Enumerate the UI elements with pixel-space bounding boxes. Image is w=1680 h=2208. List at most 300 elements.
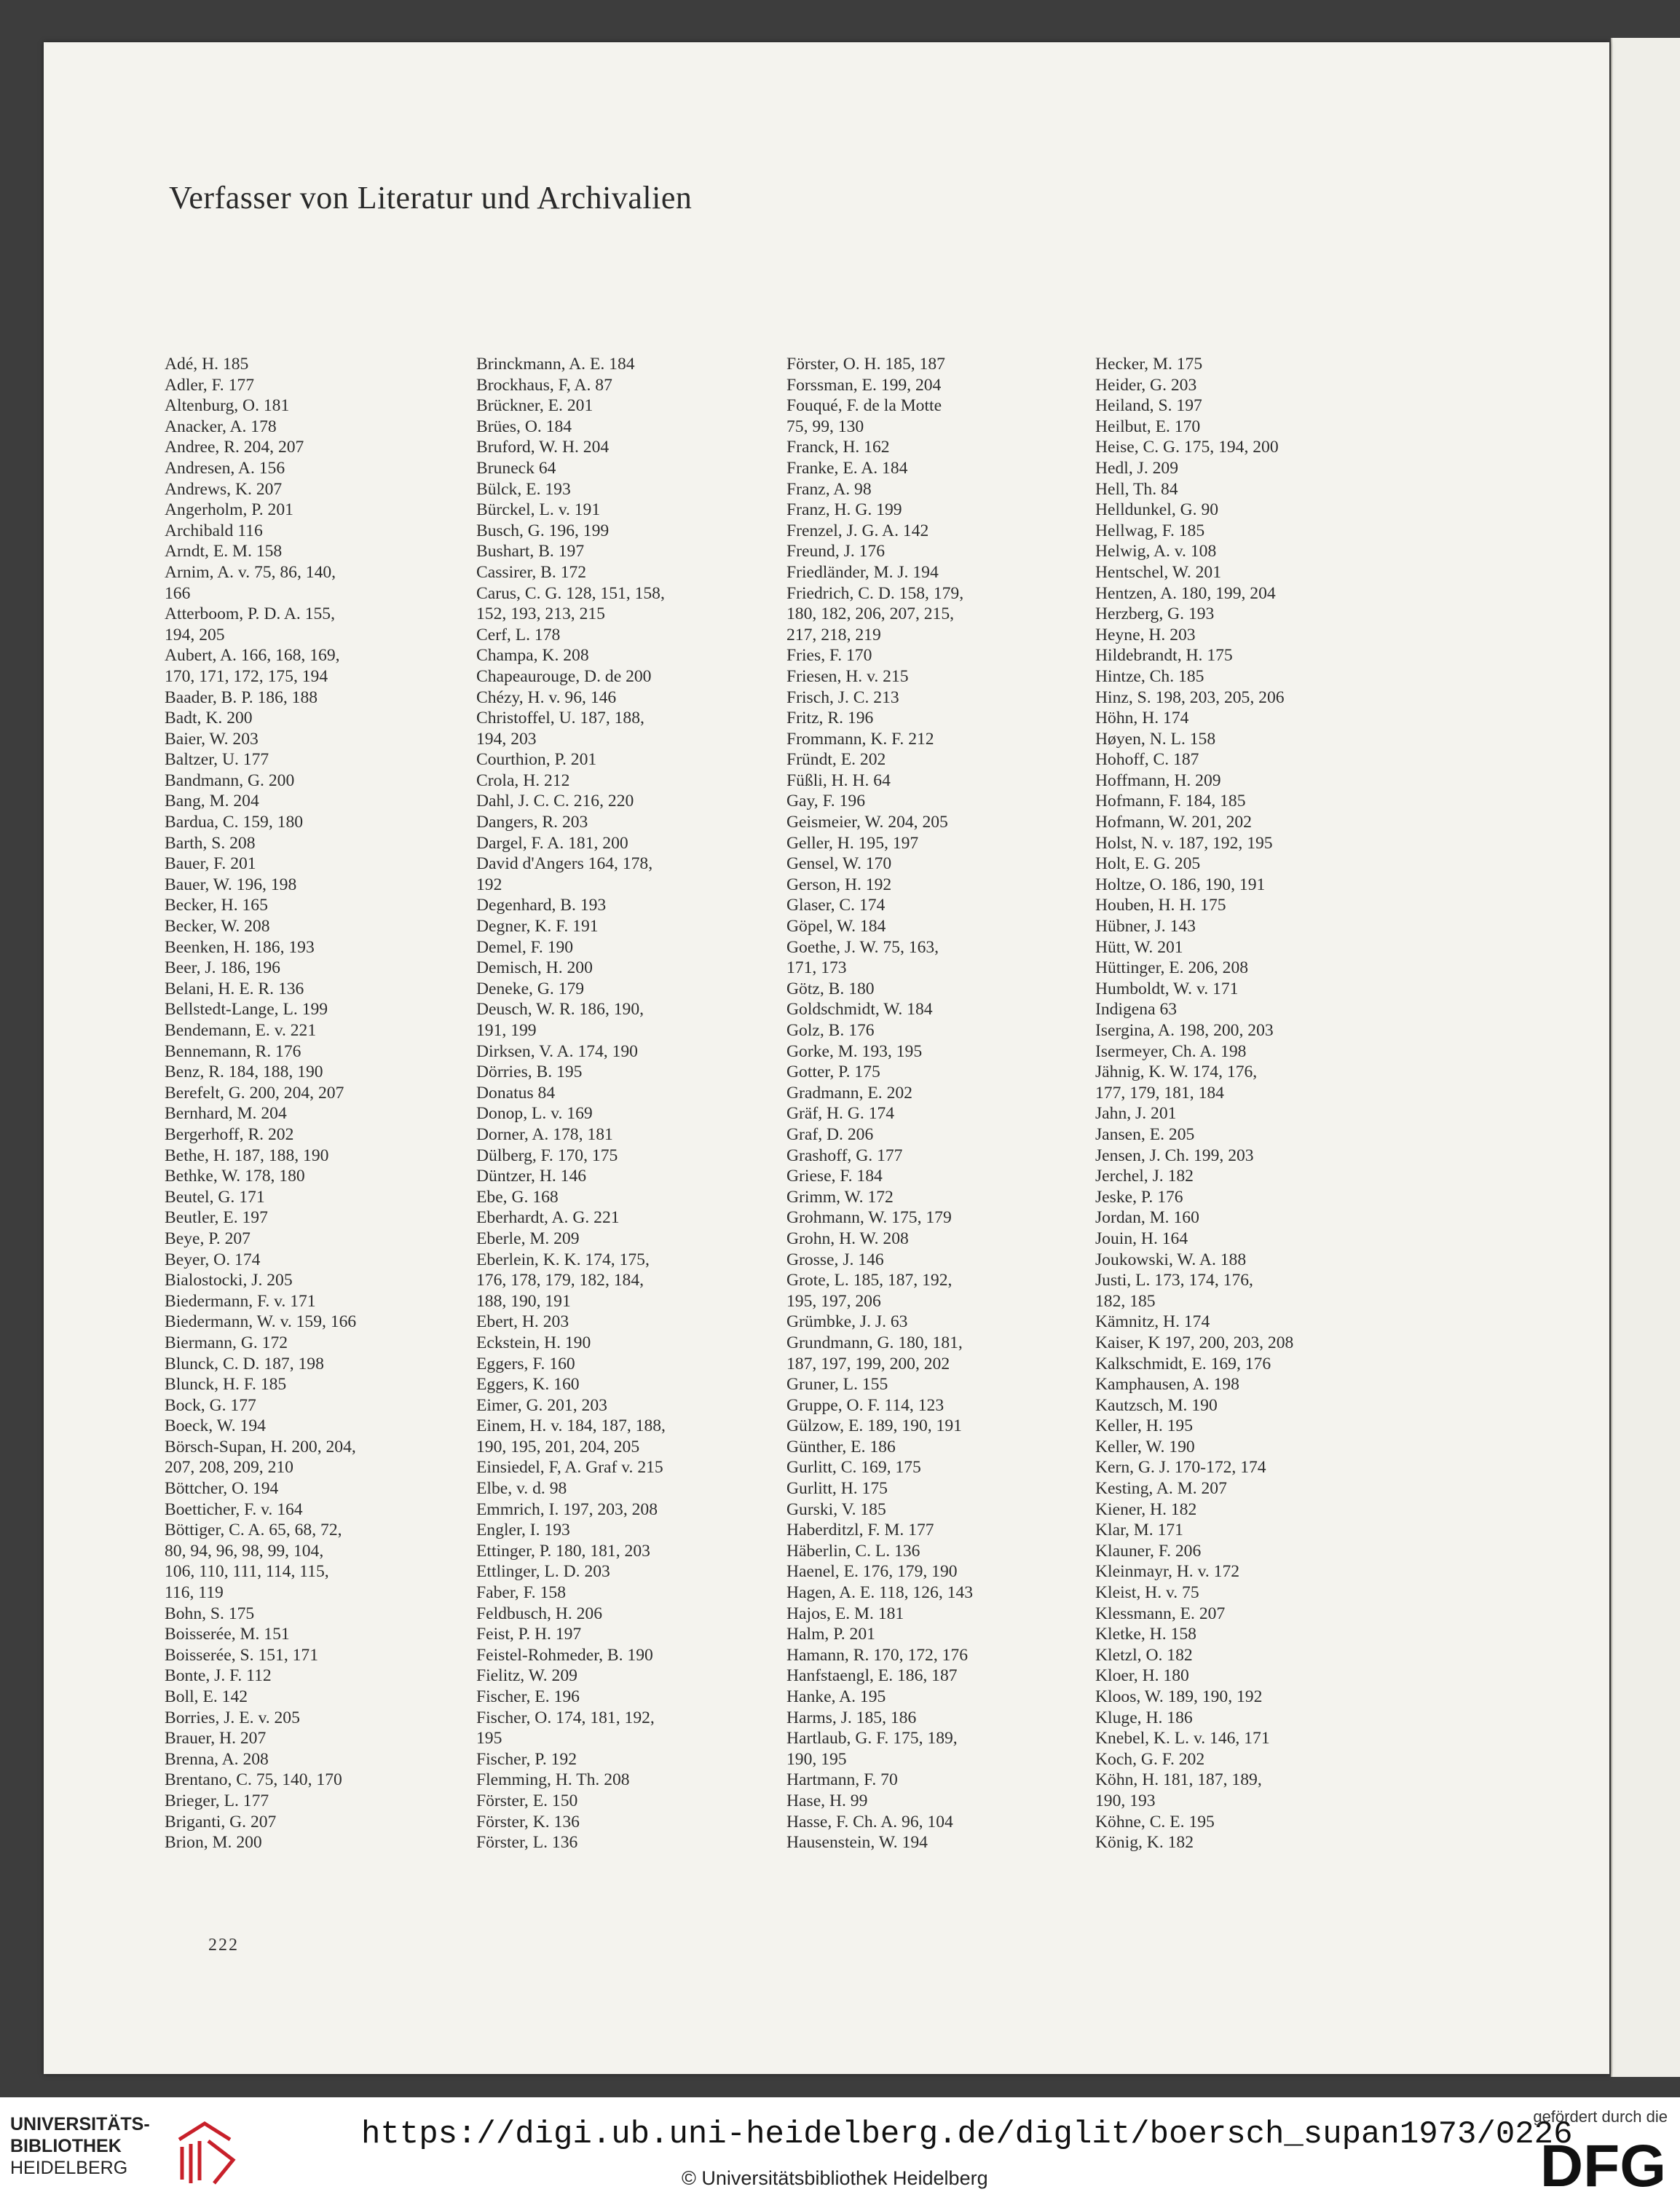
index-entry: [476, 1478, 782, 1499]
index-entry-line: Jeske, P. 176: [1095, 1187, 1183, 1207]
index-entry: [165, 937, 470, 958]
index-entry-line: Kämnitz, H. 174: [1095, 1312, 1210, 1332]
index-entry: [165, 1395, 470, 1416]
index-entry: [476, 1041, 782, 1062]
index-entry-line: Dorner, A. 178, 181: [476, 1124, 613, 1144]
index-entry: [1095, 583, 1401, 604]
index-entry: [786, 853, 1092, 875]
index-entry: [165, 1499, 470, 1521]
index-entry-line: Hellwag, F. 185: [1095, 521, 1205, 540]
index-entry-line: Hanke, A. 195: [786, 1687, 886, 1706]
index-entry: [786, 1374, 1092, 1395]
index-entry-line: Grote, L. 185, 187, 192,: [786, 1271, 953, 1290]
index-entry-continuation: 80, 94, 96, 98, 99, 104,: [165, 1541, 324, 1561]
index-entry: [1095, 1020, 1401, 1041]
index-entry-continuation: 106, 110, 111, 114, 115,: [165, 1562, 329, 1582]
index-entry: [786, 1250, 1092, 1271]
index-entry-line: Faber, F. 158: [476, 1583, 566, 1603]
index-entry-continuation: 152, 193, 213, 215: [476, 604, 605, 624]
index-entry-line: Holst, N. v. 187, 192, 195: [1095, 833, 1273, 853]
index-entry-line: Chapeaurouge, D. de 200: [476, 666, 652, 686]
index-entry-line: Friedrich, C. D. 158, 179,: [786, 583, 964, 603]
index-entry: [786, 1020, 1092, 1041]
permalink-url[interactable]: https://digi.ub.uni-heidelberg.de/diglit/boersch_supan1973/0226: [361, 2116, 1573, 2153]
index-entry-line: Häberlin, C. L. 136: [786, 1541, 920, 1561]
index-entry: [786, 749, 1092, 770]
index-entry-line: Hecker, M. 175: [1095, 355, 1203, 374]
index-entry: [476, 1561, 782, 1582]
index-entry: [1095, 1124, 1401, 1146]
index-entry-line: Gensel, W. 170: [786, 854, 892, 874]
index-entry: [1095, 1103, 1401, 1124]
index-entry: [165, 1416, 470, 1437]
index-entry-line: Grümbke, J. J. 63: [786, 1312, 908, 1332]
index-entry: [1095, 1541, 1401, 1562]
index-entry-line: Bialostocki, J. 205: [165, 1271, 293, 1290]
index-entry: [476, 1207, 782, 1229]
index-entry: [165, 1354, 470, 1375]
index-entry-line: Brauer, H. 207: [165, 1729, 267, 1748]
index-entry-line: Haberditzl, F. M. 177: [786, 1521, 934, 1540]
index-entry-line: Ettinger, P. 180, 181, 203: [476, 1541, 650, 1561]
index-entry: [1095, 853, 1401, 875]
index-entry-line: Adler, F. 177: [165, 375, 254, 395]
index-entry-line: Champa, K. 208: [476, 646, 589, 666]
index-entry-line: Degenhard, B. 193: [476, 896, 607, 915]
index-entry: [786, 1395, 1092, 1416]
index-entry: [476, 437, 782, 458]
index-entry: [476, 1624, 782, 1645]
index-entry-line: Archibald 116: [165, 521, 263, 540]
index-entry-line: Klauner, F. 206: [1095, 1541, 1202, 1561]
index-entry: [165, 458, 470, 479]
index-entry: [786, 1541, 1092, 1562]
index-entry: [786, 1791, 1092, 1812]
index-entry-line: Hinz, S. 198, 203, 205, 206: [1095, 687, 1285, 707]
index-entry: [476, 1333, 782, 1354]
index-entry: [476, 1687, 782, 1708]
index-entry-line: Carus, C. G. 128, 151, 158,: [476, 583, 665, 603]
index-entry: [476, 770, 782, 792]
index-entry-line: Eggers, F. 160: [476, 1354, 575, 1373]
index-entry: [786, 1645, 1092, 1666]
index-entry-line: Fielitz, W. 209: [476, 1666, 577, 1686]
index-entry-line: Humboldt, W. v. 171: [1095, 979, 1239, 998]
index-entry: [1095, 1687, 1401, 1708]
index-entry-line: Griese, F. 184: [786, 1167, 883, 1186]
index-entry: [1095, 1770, 1401, 1811]
index-entry-line: Kern, G. J. 170-172, 174: [1095, 1458, 1266, 1478]
index-entry-line: Feldbusch, H. 206: [476, 1604, 603, 1623]
index-entry-line: Demel, F. 190: [476, 937, 574, 957]
index-entry: [1095, 895, 1401, 916]
index-entry: [165, 1520, 470, 1603]
index-column-3: [786, 354, 1092, 1853]
index-entry: [1095, 1582, 1401, 1604]
index-entry-line: Halm, P. 201: [786, 1625, 875, 1644]
index-entry-continuation: 192: [476, 875, 502, 894]
index-entry-line: Bauer, W. 196, 198: [165, 875, 297, 894]
index-entry: [786, 1582, 1092, 1604]
index-entry-line: Badt, K. 200: [165, 709, 253, 728]
index-entry: [165, 979, 470, 1000]
index-entry-line: Fouqué, F. de la Motte: [786, 396, 942, 416]
index-entry-line: Deneke, G. 179: [476, 979, 585, 998]
index-entry-line: Demisch, H. 200: [476, 958, 593, 978]
index-entry-line: Höhn, H. 174: [1095, 709, 1189, 728]
index-entry-line: Ebert, H. 203: [476, 1312, 569, 1332]
index-entry-line: Bethe, H. 187, 188, 190: [165, 1146, 329, 1165]
library-logo[interactable]: [10, 2113, 243, 2193]
index-entry: [1095, 354, 1401, 375]
index-entry-continuation: 182, 185: [1095, 1291, 1156, 1311]
index-entry: [165, 853, 470, 875]
index-entry: [165, 1708, 470, 1729]
index-entry: [476, 521, 782, 542]
library-name-line-1: UNIVERSITÄTS-: [10, 2114, 150, 2134]
index-entry-line: Kluge, H. 186: [1095, 1708, 1193, 1727]
index-entry: [476, 749, 782, 770]
index-entry-line: Köhn, H. 181, 187, 189,: [1095, 1770, 1262, 1790]
index-entry-line: Høyen, N. L. 158: [1095, 729, 1216, 749]
index-entry-line: Grashoff, G. 177: [786, 1146, 903, 1165]
index-entry-line: Gay, F. 196: [786, 792, 865, 811]
index-entry: [165, 895, 470, 916]
index-entry: [786, 1207, 1092, 1229]
index-entry-line: Andree, R. 204, 207: [165, 438, 304, 457]
index-entry: [476, 916, 782, 937]
index-entry: [476, 375, 782, 396]
index-entry-line: Förster, O. H. 185, 187: [786, 355, 945, 374]
index-entry-line: Franz, H. G. 199: [786, 500, 902, 520]
index-entry-line: Friedländer, M. J. 194: [786, 562, 939, 582]
index-entry: [1095, 666, 1401, 687]
index-entry-line: Dörries, B. 195: [476, 1062, 583, 1082]
library-emblem-icon: [172, 2118, 237, 2187]
index-entry: [1095, 999, 1401, 1020]
index-entry: [476, 1457, 782, 1478]
index-entry-line: Gradmann, E. 202: [786, 1083, 912, 1103]
index-entry: [165, 395, 470, 417]
index-entry: [165, 1291, 470, 1312]
index-entry-continuation: 187, 197, 199, 200, 202: [786, 1354, 950, 1373]
index-entry-line: Andrews, K. 207: [165, 479, 283, 499]
index-entry: [476, 958, 782, 979]
index-entry: [786, 1770, 1092, 1791]
index-entry-line: Boeck, W. 194: [165, 1416, 266, 1436]
index-entry-line: Hedl, J. 209: [1095, 458, 1179, 478]
index-entry-line: Grosse, J. 146: [786, 1250, 884, 1269]
index-entry-continuation: 190, 195: [786, 1749, 847, 1769]
index-entry-line: Frenzel, J. G. A. 142: [786, 521, 929, 540]
index-entry: [1095, 729, 1401, 750]
index-entry: [786, 1478, 1092, 1499]
index-entry-line: Dahl, J. C. C. 216, 220: [476, 792, 634, 811]
index-entry-line: Crola, H. 212: [476, 770, 570, 790]
index-entry: [786, 1416, 1092, 1437]
index-entry-line: Ettlinger, L. D. 203: [476, 1562, 610, 1582]
index-entry-line: Holt, E. G. 205: [1095, 854, 1201, 874]
index-entry: [165, 1437, 470, 1478]
index-entry: [1095, 458, 1401, 479]
index-entry: [786, 1832, 1092, 1853]
index-entry-line: Heise, C. G. 175, 194, 200: [1095, 438, 1279, 457]
index-entry-line: Boisserée, M. 151: [165, 1625, 290, 1644]
index-entry-line: Forssman, E. 199, 204: [786, 375, 942, 395]
index-entry: [476, 562, 782, 583]
index-entry: [165, 417, 470, 438]
index-entry-line: Keller, W. 190: [1095, 1437, 1195, 1456]
index-entry: [786, 562, 1092, 583]
index-entry: [165, 521, 470, 542]
index-entry-line: Dargel, F. A. 181, 200: [476, 833, 628, 853]
index-entry-line: Hohoff, C. 187: [1095, 750, 1199, 770]
index-entry-line: Bardua, C. 159, 180: [165, 813, 304, 832]
index-entry: [786, 1103, 1092, 1124]
index-entry-line: Kletke, H. 158: [1095, 1625, 1196, 1644]
index-entry: [786, 1124, 1092, 1146]
index-entry-continuation: 171, 173: [786, 958, 847, 978]
index-entry: [786, 812, 1092, 833]
index-entry: [165, 1103, 470, 1124]
index-entry: [786, 479, 1092, 500]
index-entry: [1095, 1812, 1401, 1833]
index-entry: [476, 853, 782, 895]
index-entry-line: Harms, J. 185, 186: [786, 1708, 917, 1727]
index-entry-line: Biedermann, W. v. 159, 166: [165, 1312, 357, 1332]
index-entry-line: Hanfstaengl, E. 186, 187: [786, 1666, 958, 1686]
index-entry-line: Böttiger, C. A. 65, 68, 72,: [165, 1521, 342, 1540]
index-entry: [476, 1103, 782, 1124]
index-entry: [786, 1708, 1092, 1729]
index-entry: [476, 1083, 782, 1104]
index-entry-line: Hübner, J. 143: [1095, 917, 1196, 937]
index-entry: [1095, 687, 1401, 709]
index-entry-line: Dülberg, F. 170, 175: [476, 1146, 618, 1165]
index-entry-line: Brion, M. 200: [165, 1833, 262, 1853]
index-entry-line: Busch, G. 196, 199: [476, 521, 610, 540]
index-entry-line: Grohn, H. W. 208: [786, 1229, 909, 1248]
index-entry-line: Eberle, M. 209: [476, 1229, 580, 1248]
index-entry: [165, 1124, 470, 1146]
book-page: [44, 42, 1609, 2074]
index-entry: [165, 1229, 470, 1250]
index-entry-line: Biermann, G. 172: [165, 1333, 288, 1352]
index-entry: [476, 1250, 782, 1312]
index-entry-line: Kleinmayr, H. v. 172: [1095, 1562, 1240, 1582]
index-entry-continuation: 176, 178, 179, 182, 184,: [476, 1271, 644, 1290]
index-entry: [165, 1832, 470, 1853]
index-entry: [476, 1374, 782, 1395]
index-column-4: [1095, 354, 1401, 1853]
index-entry: [1095, 875, 1401, 896]
index-entry: [165, 1270, 470, 1291]
index-entry-line: Bushart, B. 197: [476, 542, 585, 561]
index-entry-line: Fischer, P. 192: [476, 1749, 577, 1769]
index-entry-line: Gruppe, O. F. 114, 123: [786, 1395, 944, 1415]
index-entry: [1095, 437, 1401, 458]
index-entry: [1095, 791, 1401, 812]
index-entry-line: Förster, E. 150: [476, 1791, 578, 1810]
index-entry: [165, 1478, 470, 1499]
index-entry-line: Gorke, M. 193, 195: [786, 1041, 923, 1061]
index-entry: [165, 1604, 470, 1625]
index-entry-line: Hajos, E. M. 181: [786, 1604, 904, 1623]
index-entry: [165, 687, 470, 709]
index-entry: [165, 1041, 470, 1062]
index-entry: [165, 1187, 470, 1208]
funder-caption: gefördert durch die: [1533, 2108, 1668, 2126]
index-entry: [1095, 1645, 1401, 1666]
dfg-logo-icon: [1507, 2137, 1668, 2191]
index-entry: [476, 979, 782, 1000]
index-entry: [1095, 1520, 1401, 1541]
index-entry: [786, 1229, 1092, 1250]
index-entry: [1095, 1457, 1401, 1478]
index-entry-line: Becker, W. 208: [165, 917, 270, 937]
index-entry: [786, 1146, 1092, 1167]
index-entry: [1095, 1478, 1401, 1499]
funder-block[interactable]: [1493, 2108, 1668, 2195]
index-entry: [786, 1624, 1092, 1645]
index-entry: [1095, 479, 1401, 500]
index-entry: [476, 354, 782, 375]
index-entry-line: Jansen, E. 205: [1095, 1124, 1195, 1144]
index-entry: [165, 1062, 470, 1083]
index-entry-line: Jerchel, J. 182: [1095, 1167, 1194, 1186]
index-entry: [786, 875, 1092, 896]
index-entry-line: Becker, H. 165: [165, 896, 268, 915]
index-entry: [476, 1582, 782, 1604]
index-entry: [1095, 417, 1401, 438]
index-entry-line: Christoffel, U. 187, 188,: [476, 709, 644, 728]
index-entry-line: Fries, F. 170: [786, 646, 872, 666]
index-entry: [786, 1166, 1092, 1187]
index-entry-line: Einem, H. v. 184, 187, 188,: [476, 1416, 666, 1436]
index-entry: [165, 645, 470, 687]
index-entry: [476, 1832, 782, 1853]
index-entry-line: Brinckmann, A. E. 184: [476, 355, 635, 374]
index-entry: [165, 875, 470, 896]
index-entry-line: Jähnig, K. W. 174, 176,: [1095, 1062, 1258, 1082]
index-entry: [165, 375, 470, 396]
index-entry: [1095, 1499, 1401, 1521]
index-entry: [1095, 749, 1401, 770]
page-number: 222: [208, 1936, 239, 1955]
index-entry-line: Goldschmidt, W. 184: [786, 1000, 933, 1020]
index-entry-continuation: 188, 190, 191: [476, 1291, 571, 1311]
index-entry-line: Boetticher, F. v. 164: [165, 1499, 303, 1519]
index-entry-line: Feistel-Rohmeder, B. 190: [476, 1645, 653, 1665]
index-entry: [786, 666, 1092, 687]
index-entry-line: Bernhard, M. 204: [165, 1104, 287, 1124]
index-entry: [165, 833, 470, 854]
index-entry-line: Graf, D. 206: [786, 1124, 874, 1144]
index-entry: [476, 583, 782, 625]
index-entry-line: Düntzer, H. 146: [476, 1167, 587, 1186]
index-entry: [786, 1437, 1092, 1458]
index-entry: [786, 1812, 1092, 1833]
index-entry-line: Gurlitt, H. 175: [786, 1479, 888, 1499]
index-entry-line: Jahn, J. 201: [1095, 1104, 1177, 1124]
index-entry: [165, 1333, 470, 1354]
index-entry: [476, 708, 782, 749]
index-entry: [786, 354, 1092, 375]
index-entry: [786, 1333, 1092, 1374]
index-entry-line: Beyer, O. 174: [165, 1250, 261, 1269]
index-entry: [1095, 708, 1401, 729]
index-entry-line: Heider, G. 203: [1095, 375, 1197, 395]
index-entry: [476, 1520, 782, 1541]
index-entry: [476, 1708, 782, 1749]
index-entry: [1095, 541, 1401, 562]
index-entry-line: Eberlein, K. K. 174, 175,: [476, 1250, 650, 1269]
index-entry: [165, 791, 470, 812]
index-entry-line: Brückner, E. 201: [476, 396, 593, 416]
index-entry: [1095, 1708, 1401, 1729]
index-entry-line: Friesen, H. v. 215: [786, 666, 909, 686]
index-entry-line: Franke, E. A. 184: [786, 458, 908, 478]
index-entry-line: Kleist, H. v. 75: [1095, 1583, 1199, 1603]
index-entry: [476, 937, 782, 958]
index-entry: [476, 1354, 782, 1375]
index-entry-line: Jordan, M. 160: [1095, 1208, 1199, 1228]
index-entry-line: Heyne, H. 203: [1095, 625, 1196, 644]
index-entry-line: Heilbut, E. 170: [1095, 417, 1201, 436]
index-entry: [786, 916, 1092, 937]
index-entry: [476, 541, 782, 562]
index-entry-line: Borries, J. E. v. 205: [165, 1708, 300, 1727]
index-entry-line: Helwig, A. v. 108: [1095, 542, 1217, 561]
index-entry: [476, 833, 782, 854]
index-entry-continuation: 116, 119: [165, 1583, 224, 1603]
page-title: Verfasser von Literatur und Archivalien: [169, 180, 693, 216]
index-entry: [1095, 916, 1401, 937]
index-entry: [1095, 812, 1401, 833]
index-entry: [786, 375, 1092, 396]
index-entry: [1095, 1041, 1401, 1062]
index-entry-line: Feist, P. H. 197: [476, 1625, 582, 1644]
library-name-line-3: HEIDELBERG: [10, 2158, 128, 2178]
index-entry-line: Hentzen, A. 180, 199, 204: [1095, 583, 1276, 603]
index-entry: [165, 1312, 470, 1333]
index-entry-continuation: 207, 208, 209, 210: [165, 1458, 293, 1478]
index-entry-continuation: 194, 205: [165, 625, 225, 644]
index-entry: [786, 458, 1092, 479]
index-entry-line: Glaser, C. 174: [786, 896, 886, 915]
index-entry: [1095, 1604, 1401, 1625]
index-entry-line: Donatus 84: [476, 1083, 556, 1103]
index-entry: [786, 1457, 1092, 1478]
index-entry: [1095, 1250, 1401, 1271]
index-entry: [165, 1749, 470, 1770]
index-entry: [786, 1312, 1092, 1333]
index-entry-line: Degner, K. F. 191: [476, 917, 599, 937]
index-entry: [165, 812, 470, 833]
index-entry: [1095, 1146, 1401, 1167]
index-entry-line: Bürckel, L. v. 191: [476, 500, 601, 520]
index-entry-line: Donop, L. v. 169: [476, 1104, 593, 1124]
index-entry-line: Beutler, E. 197: [165, 1208, 268, 1228]
index-entry: [1095, 1062, 1401, 1103]
index-entry-line: Heiland, S. 197: [1095, 396, 1202, 416]
index-entry-line: Grundmann, G. 180, 181,: [786, 1333, 963, 1352]
index-entry: [165, 1020, 470, 1041]
index-entry: [165, 1374, 470, 1395]
index-entry: [1095, 1624, 1401, 1645]
index-entry: [476, 895, 782, 916]
index-entry: [786, 833, 1092, 854]
